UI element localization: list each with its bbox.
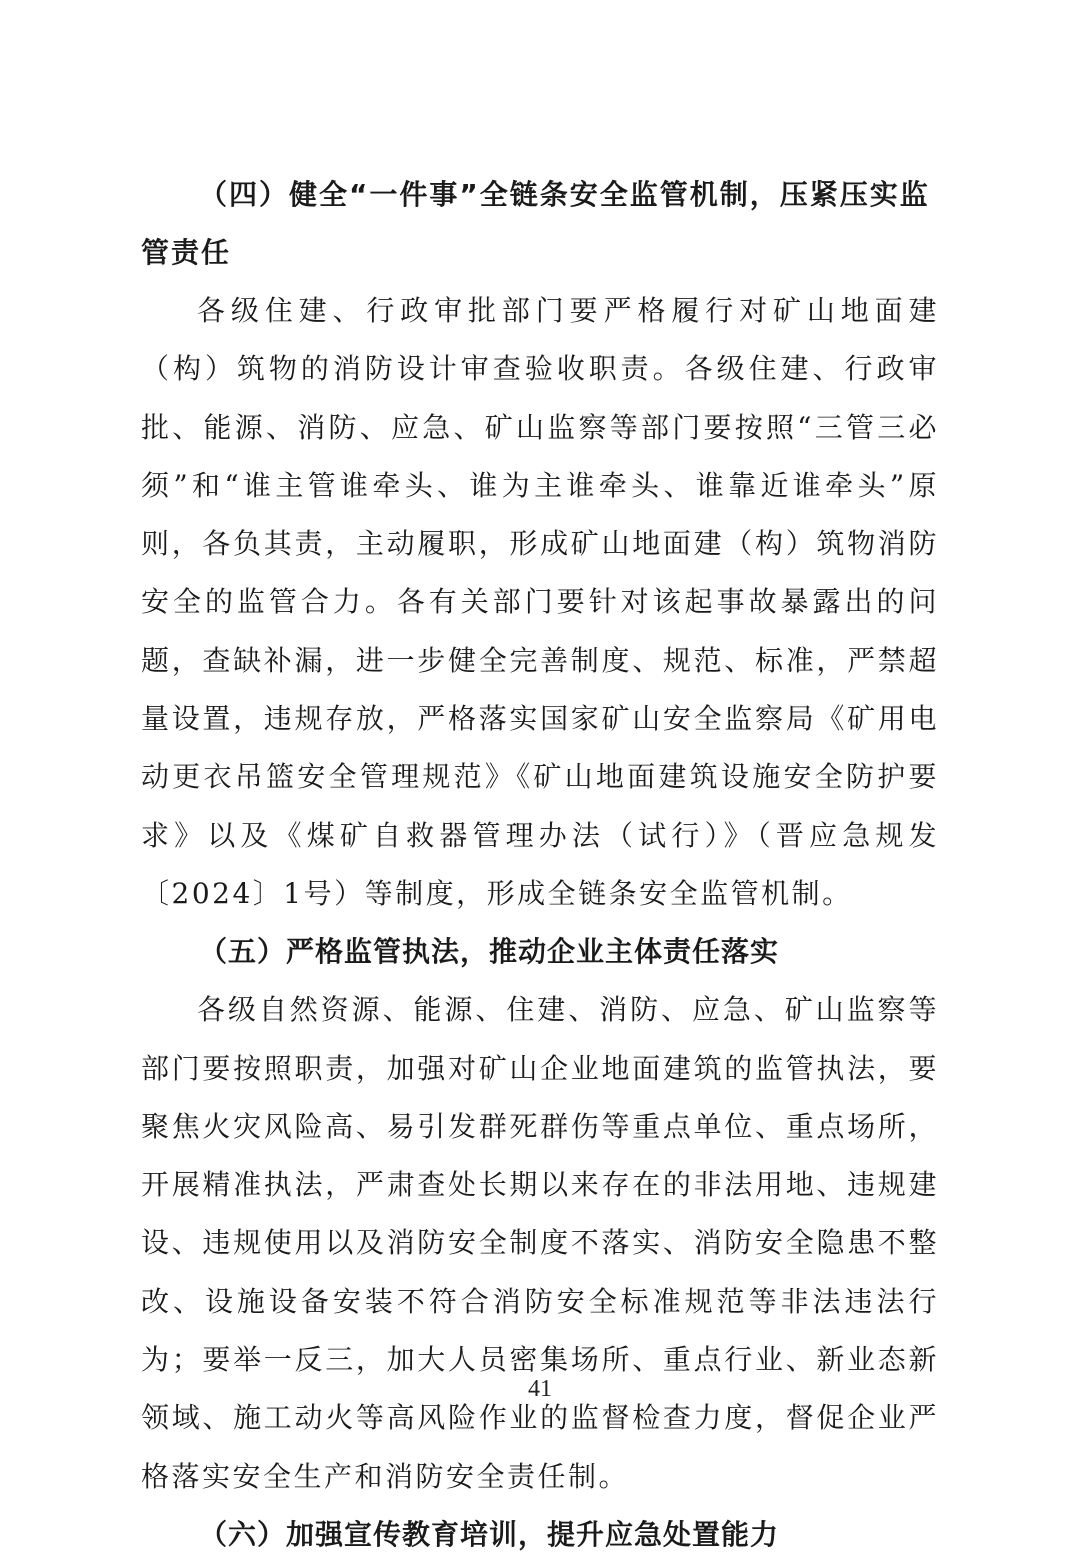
section-body-5: 各级自然资源、能源、住建、消防、应急、矿山监察等部门要按照职责，加强对矿山企业地面建筑的监管执法，要聚焦火灾风险高、易引发群死群伤等重点单位、重点场所，开展精准执法，严肃查处长期以来存在的非法用地、违规建设、违规使用以及消防安全制度不落实、消防安全隐患不整改、设施设备安装不符合消防安全标准规范等非法违法行为；要举一反三，加大人员密集场所、重点行业、新业态新领域、施工动火等高风险作业的监督检查力度，督促企业严格落实安全生产和消防安全责任制。 [141, 993, 939, 1493]
section-heading-4: （四）健全“一件事”全链条安全监管机制，压紧压实监管责任 [141, 178, 930, 269]
page-number: 41 [528, 1376, 552, 1402]
section-heading-5: （五）严格监管执法，推动企业主体责任落实 [199, 935, 780, 969]
section-body-4: 各级住建、行政审批部门要严格履行对矿山地面建（构）筑物的消防设计审查验收职责。各级住建、行政审批、能源、消防、应急、矿山监察等部门要按照“三管三必须”和“谁主管谁牵头、谁为主谁牵头、谁靠近谁牵头”原则，各负其责，主动履职，形成矿山地面建（构）筑物消防安全的监管合力。各有关部门要针对该起事故暴露出的问题，查缺补漏，进一步健全完善制度、规范、标准，严禁超量设置，违规存放，严格落实国家矿山安全监察局《矿用电动更衣吊篮安全管理规范》《矿山地面建筑设施安全防护要求》以及《煤矿自救器管理办法（试行）》（晋应急规发〔2024〕1号）等制度，形成全链条安全监管机制。 [141, 294, 939, 910]
section-heading-6: （六）加强宣传教育培训，提升应急处置能力 [199, 1517, 780, 1551]
document-page [141, 166, 939, 1564]
